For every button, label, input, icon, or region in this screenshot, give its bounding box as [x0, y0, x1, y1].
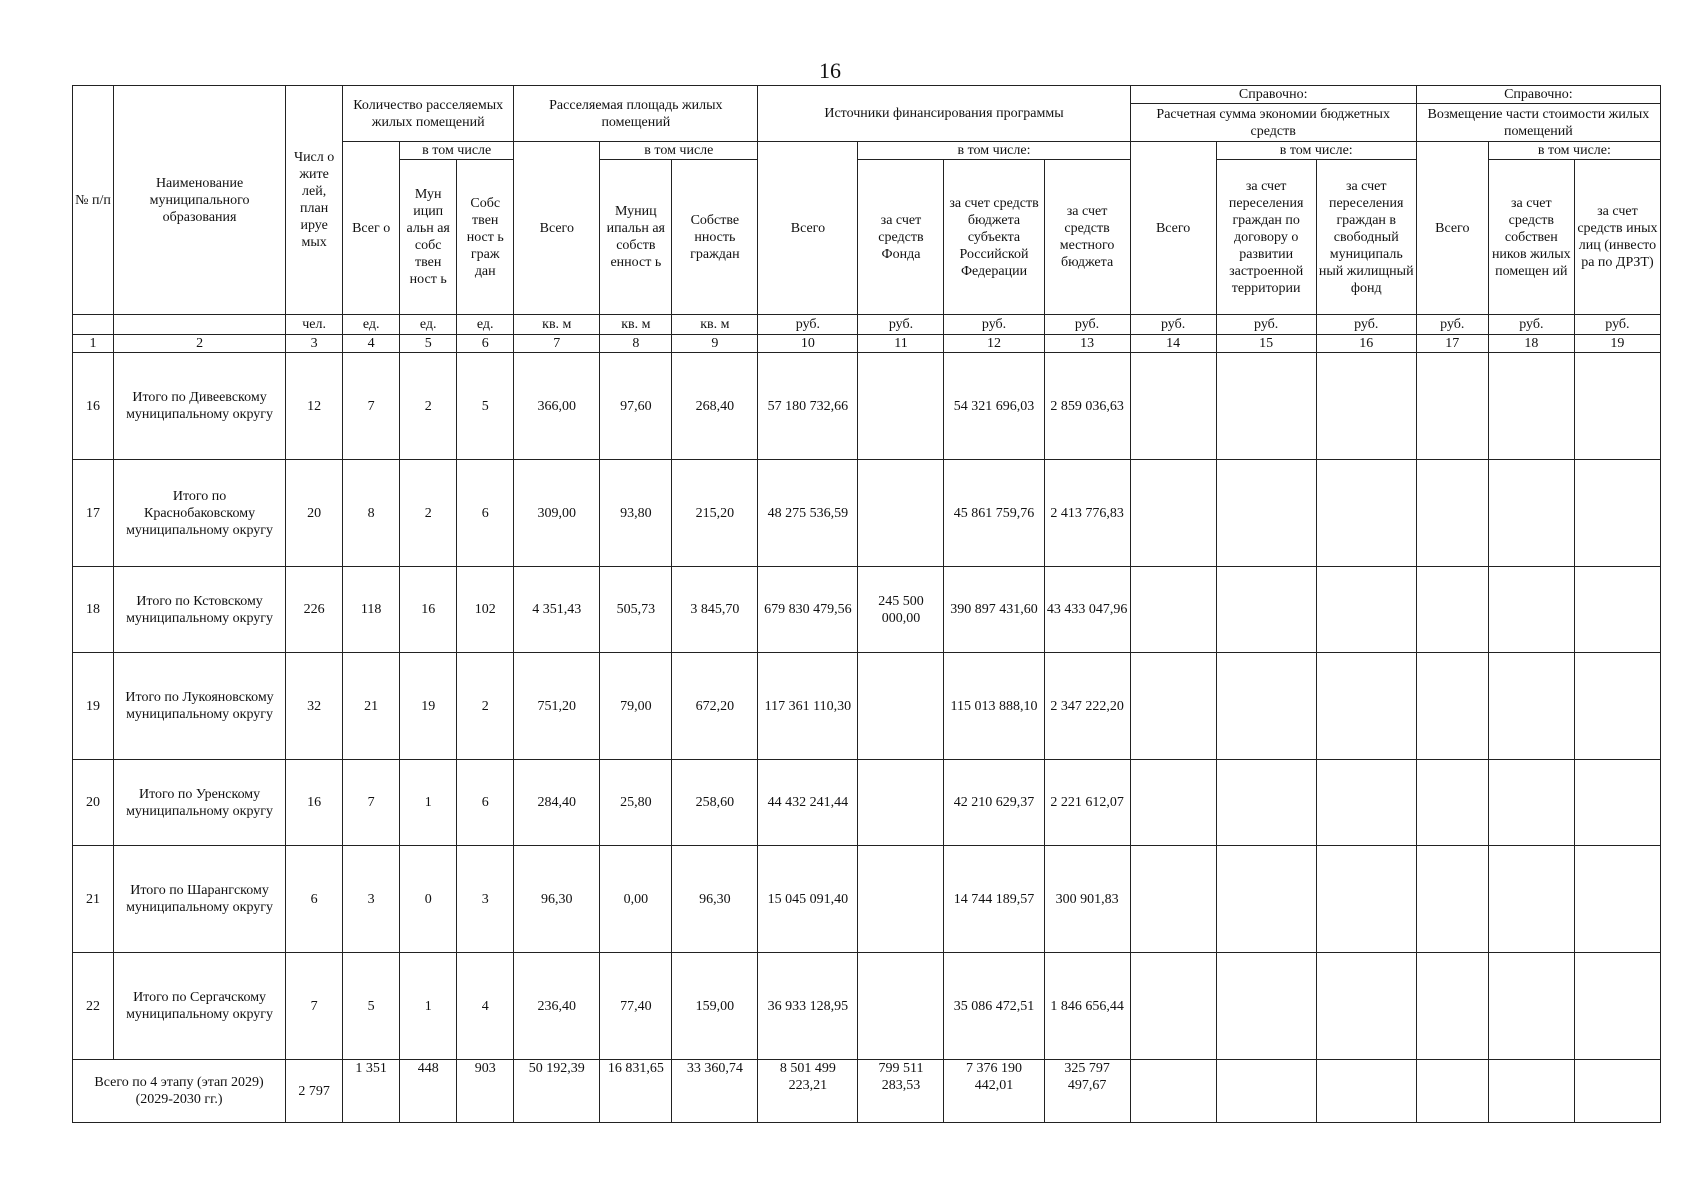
- header-area-group: Расселяемая площадь жилых помещений: [514, 86, 758, 142]
- header-area-own: Собстве нность граждан: [672, 160, 758, 315]
- fin-fund-value: 245 500 000,00: [858, 567, 944, 653]
- total-rooms-total: 1 351: [343, 1060, 400, 1123]
- fin-local-value: 43 433 047,96: [1044, 567, 1130, 653]
- header-fin-incl: в том числе:: [858, 142, 1130, 160]
- empty-cell: [1216, 653, 1316, 760]
- municipality-name: Итого по Лукояновскому муниципальному округу: [114, 653, 286, 760]
- table-row: [73, 653, 1661, 760]
- area-own-value: 3 845,70: [672, 567, 758, 653]
- unit-cell: [73, 315, 114, 335]
- unit-cell: руб.: [758, 315, 858, 335]
- empty-cell: [1574, 846, 1660, 953]
- total-area-total: 50 192,39: [514, 1060, 600, 1123]
- area-total-value: 4 351,43: [514, 567, 600, 653]
- empty-cell: [1416, 846, 1488, 953]
- rooms-own-value: 3: [457, 846, 514, 953]
- municipality-name: Итого по Шарангскому муниципальному округу: [114, 846, 286, 953]
- fin-total-value: 117 361 110,30: [758, 653, 858, 760]
- residents-value: 32: [286, 653, 343, 760]
- rooms-muni-value: 2: [400, 460, 457, 567]
- header-name: Наименование муниципального образования: [114, 86, 286, 315]
- total-area-muni: 16 831,65: [600, 1060, 672, 1123]
- total-residents: 2 797: [286, 1060, 343, 1123]
- table-row: [73, 760, 1661, 846]
- area-muni-value: 97,60: [600, 353, 672, 460]
- empty-cell: [1130, 760, 1216, 846]
- empty-cell: [1488, 353, 1574, 460]
- page-number: 16: [819, 58, 841, 83]
- header-ref2-incl: в том числе:: [1488, 142, 1660, 160]
- header-area-muni: Муниц ипальн ая собств енност ь: [600, 160, 672, 315]
- empty-cell: [1216, 760, 1316, 846]
- empty-cell: [1416, 653, 1488, 760]
- header-ref2-total: Всего: [1416, 142, 1488, 315]
- empty-cell: [1488, 760, 1574, 846]
- column-number: 15: [1216, 335, 1316, 353]
- area-muni-value: 25,80: [600, 760, 672, 846]
- fin-total-value: 679 830 479,56: [758, 567, 858, 653]
- rooms-own-value: 102: [457, 567, 514, 653]
- empty-cell: [1216, 567, 1316, 653]
- rooms-muni-value: 0: [400, 846, 457, 953]
- fin-fund-value: [858, 760, 944, 846]
- rooms-muni-value: 1: [400, 760, 457, 846]
- rooms-muni-value: 2: [400, 353, 457, 460]
- area-own-value: 258,60: [672, 760, 758, 846]
- empty-cell: [1574, 460, 1660, 567]
- empty-cell: [1488, 846, 1574, 953]
- column-number: 13: [1044, 335, 1130, 353]
- fin-subject-value: 54 321 696,03: [944, 353, 1044, 460]
- fin-subject-value: 115 013 888,10: [944, 653, 1044, 760]
- area-own-value: 96,30: [672, 846, 758, 953]
- empty-cell: [1488, 460, 1574, 567]
- header-ref2-label: Справочно:: [1416, 86, 1660, 104]
- rooms-total-value: 21: [343, 653, 400, 760]
- column-number: 2: [114, 335, 286, 353]
- rooms-muni-value: 1: [400, 953, 457, 1060]
- fin-total-value: 44 432 241,44: [758, 760, 858, 846]
- table-row: [73, 567, 1661, 653]
- header-rooms-total: Всег о: [343, 142, 400, 315]
- residents-value: 20: [286, 460, 343, 567]
- table-row: [73, 460, 1661, 567]
- empty-cell: [1216, 953, 1316, 1060]
- rooms-own-value: 6: [457, 760, 514, 846]
- fin-total-value: 36 933 128,95: [758, 953, 858, 1060]
- fin-fund-value: [858, 353, 944, 460]
- header-fin-fund: за счет средств Фонда: [858, 160, 944, 315]
- row-number: 16: [73, 353, 114, 460]
- fin-local-value: 2 859 036,63: [1044, 353, 1130, 460]
- unit-cell: руб.: [1216, 315, 1316, 335]
- fin-local-value: 1 846 656,44: [1044, 953, 1130, 1060]
- total-rooms-own: 903: [457, 1060, 514, 1123]
- rooms-muni-value: 16: [400, 567, 457, 653]
- empty-cell: [1130, 653, 1216, 760]
- empty-cell: [1216, 353, 1316, 460]
- table-row: [73, 846, 1661, 953]
- header-ref2-other: за счет средств иных лиц (инвесто ра по ДРЗТ): [1574, 160, 1660, 315]
- fin-subject-value: 45 861 759,76: [944, 460, 1044, 567]
- empty-cell: [1316, 460, 1416, 567]
- area-own-value: 672,20: [672, 653, 758, 760]
- column-number: 11: [858, 335, 944, 353]
- unit-cell: ед.: [343, 315, 400, 335]
- header-ref1-contract: за счет переселения граждан по договору о развитии застроенной территории: [1216, 160, 1316, 315]
- empty-cell: [1416, 953, 1488, 1060]
- empty-cell: [1130, 953, 1216, 1060]
- unit-cell: чел.: [286, 315, 343, 335]
- empty-cell: [1574, 1060, 1660, 1123]
- area-total-value: 236,40: [514, 953, 600, 1060]
- table-row: [73, 953, 1661, 1060]
- fin-total-value: 15 045 091,40: [758, 846, 858, 953]
- empty-cell: [1316, 760, 1416, 846]
- rooms-total-value: 8: [343, 460, 400, 567]
- header-rooms-group: Количество расселяемых жилых помещений: [343, 86, 514, 142]
- rooms-total-value: 7: [343, 353, 400, 460]
- table-body: [73, 353, 1661, 1123]
- empty-cell: [1416, 567, 1488, 653]
- municipality-name: Итого по Кстовскому муниципальному округу: [114, 567, 286, 653]
- header-ref2-group: Возмещение части стоимости жилых помещений: [1416, 104, 1660, 142]
- total-fin-subject: 7 376 190 442,01: [944, 1060, 1044, 1123]
- residents-value: 226: [286, 567, 343, 653]
- header-fin-local: за счет средств местного бюджета: [1044, 160, 1130, 315]
- unit-cell: руб.: [858, 315, 944, 335]
- fin-subject-value: 35 086 472,51: [944, 953, 1044, 1060]
- area-muni-value: 79,00: [600, 653, 672, 760]
- row-number: 21: [73, 846, 114, 953]
- rooms-muni-value: 19: [400, 653, 457, 760]
- empty-cell: [1130, 846, 1216, 953]
- empty-cell: [1574, 567, 1660, 653]
- unit-cell: руб.: [1044, 315, 1130, 335]
- empty-cell: [1316, 567, 1416, 653]
- fin-fund-value: [858, 460, 944, 567]
- total-fin-local: 325 797 497,67: [1044, 1060, 1130, 1123]
- empty-cell: [1316, 353, 1416, 460]
- total-row: [73, 1060, 1661, 1123]
- empty-cell: [1488, 567, 1574, 653]
- empty-cell: [1316, 653, 1416, 760]
- row-number: 22: [73, 953, 114, 1060]
- area-own-value: 215,20: [672, 460, 758, 567]
- column-number: 9: [672, 335, 758, 353]
- empty-cell: [1488, 653, 1574, 760]
- column-number: 19: [1574, 335, 1660, 353]
- row-number: 19: [73, 653, 114, 760]
- area-muni-value: 505,73: [600, 567, 672, 653]
- rooms-own-value: 4: [457, 953, 514, 1060]
- empty-cell: [1416, 353, 1488, 460]
- column-number: 7: [514, 335, 600, 353]
- unit-cell: руб.: [1574, 315, 1660, 335]
- total-label: Всего по 4 этапу (этап 2029) (2029-2030 гг.): [73, 1060, 286, 1123]
- header-rooms-own: Собс твен ност ь граж дан: [457, 160, 514, 315]
- header-area-total: Всего: [514, 142, 600, 315]
- total-fin-total: 8 501 499 223,21: [758, 1060, 858, 1123]
- header-residents: Числ о жите лей, план ируе мых: [286, 86, 343, 315]
- municipality-name: Итого по Дивеевскому муниципальному округу: [114, 353, 286, 460]
- total-fin-fund: 799 511 283,53: [858, 1060, 944, 1123]
- empty-cell: [1574, 353, 1660, 460]
- fin-fund-value: [858, 846, 944, 953]
- area-total-value: 309,00: [514, 460, 600, 567]
- empty-cell: [1416, 1060, 1488, 1123]
- total-area-own: 33 360,74: [672, 1060, 758, 1123]
- fin-fund-value: [858, 953, 944, 1060]
- empty-cell: [1488, 1060, 1574, 1123]
- empty-cell: [1130, 567, 1216, 653]
- area-total-value: 96,30: [514, 846, 600, 953]
- empty-cell: [1574, 760, 1660, 846]
- fin-local-value: 2 221 612,07: [1044, 760, 1130, 846]
- header-ref1-incl: в том числе:: [1216, 142, 1416, 160]
- fin-local-value: 2 347 222,20: [1044, 653, 1130, 760]
- column-number: 6: [457, 335, 514, 353]
- empty-cell: [1216, 1060, 1316, 1123]
- empty-cell: [1416, 460, 1488, 567]
- unit-cell: руб.: [1130, 315, 1216, 335]
- header-num: № п/п: [73, 86, 114, 315]
- empty-cell: [1488, 953, 1574, 1060]
- empty-cell: [1316, 846, 1416, 953]
- residents-value: 12: [286, 353, 343, 460]
- rooms-own-value: 6: [457, 460, 514, 567]
- rooms-total-value: 118: [343, 567, 400, 653]
- header-ref1-label: Справочно:: [1130, 86, 1416, 104]
- header-area-incl: в том числе: [600, 142, 758, 160]
- column-number: 5: [400, 335, 457, 353]
- column-numbers-row: [73, 335, 1661, 353]
- empty-cell: [1216, 460, 1316, 567]
- column-number: 10: [758, 335, 858, 353]
- table-row: [73, 353, 1661, 460]
- empty-cell: [1130, 460, 1216, 567]
- empty-cell: [1316, 953, 1416, 1060]
- column-number: 17: [1416, 335, 1488, 353]
- unit-cell: руб.: [1416, 315, 1488, 335]
- empty-cell: [1574, 653, 1660, 760]
- unit-cell: кв. м: [672, 315, 758, 335]
- fin-subject-value: 390 897 431,60: [944, 567, 1044, 653]
- rooms-own-value: 5: [457, 353, 514, 460]
- unit-cell: руб.: [944, 315, 1044, 335]
- header-ref2-owners: за счет средств собствен ников жилых помещен ий: [1488, 160, 1574, 315]
- total-rooms-muni: 448: [400, 1060, 457, 1123]
- area-total-value: 366,00: [514, 353, 600, 460]
- area-own-value: 268,40: [672, 353, 758, 460]
- resettlement-table: [72, 85, 1661, 1123]
- area-total-value: 284,40: [514, 760, 600, 846]
- table-header: [73, 86, 1661, 353]
- header-rooms-incl: в том числе: [400, 142, 514, 160]
- column-number: 14: [1130, 335, 1216, 353]
- rooms-own-value: 2: [457, 653, 514, 760]
- header-ref1-free: за счет переселения граждан в свободный муниципаль ный жилищный фонд: [1316, 160, 1416, 315]
- unit-cell: руб.: [1488, 315, 1574, 335]
- header-fin-total: Всего: [758, 142, 858, 315]
- residents-value: 16: [286, 760, 343, 846]
- area-muni-value: 93,80: [600, 460, 672, 567]
- fin-subject-value: 42 210 629,37: [944, 760, 1044, 846]
- header-ref1-group: Расчетная сумма экономии бюджетных средств: [1130, 104, 1416, 142]
- header-ref1-total: Всего: [1130, 142, 1216, 315]
- empty-cell: [1316, 1060, 1416, 1123]
- header-rooms-muni: Мун ицип альн ая собс твен ност ь: [400, 160, 457, 315]
- unit-cell: ед.: [457, 315, 514, 335]
- column-number: 4: [343, 335, 400, 353]
- municipality-name: Итого по Краснобаковскому муниципальному округу: [114, 460, 286, 567]
- rooms-total-value: 5: [343, 953, 400, 1060]
- unit-cell: ед.: [400, 315, 457, 335]
- rooms-total-value: 3: [343, 846, 400, 953]
- fin-fund-value: [858, 653, 944, 760]
- fin-local-value: 2 413 776,83: [1044, 460, 1130, 567]
- empty-cell: [1216, 846, 1316, 953]
- residents-value: 7: [286, 953, 343, 1060]
- header-fin-subject: за счет средств бюджета субъекта Российской Федерации: [944, 160, 1044, 315]
- column-number: 16: [1316, 335, 1416, 353]
- unit-cell: руб.: [1316, 315, 1416, 335]
- row-number: 18: [73, 567, 114, 653]
- empty-cell: [1574, 953, 1660, 1060]
- area-total-value: 751,20: [514, 653, 600, 760]
- municipality-name: Итого по Сергачскому муниципальному округу: [114, 953, 286, 1060]
- column-number: 3: [286, 335, 343, 353]
- area-own-value: 159,00: [672, 953, 758, 1060]
- column-number: 12: [944, 335, 1044, 353]
- area-muni-value: 77,40: [600, 953, 672, 1060]
- empty-cell: [1130, 1060, 1216, 1123]
- row-number: 17: [73, 460, 114, 567]
- municipality-name: Итого по Уренскому муниципальному округу: [114, 760, 286, 846]
- empty-cell: [1130, 353, 1216, 460]
- fin-total-value: 57 180 732,66: [758, 353, 858, 460]
- unit-cell: кв. м: [514, 315, 600, 335]
- column-number: 18: [1488, 335, 1574, 353]
- column-number: 1: [73, 335, 114, 353]
- empty-cell: [1416, 760, 1488, 846]
- row-number: 20: [73, 760, 114, 846]
- rooms-total-value: 7: [343, 760, 400, 846]
- residents-value: 6: [286, 846, 343, 953]
- unit-cell: [114, 315, 286, 335]
- fin-local-value: 300 901,83: [1044, 846, 1130, 953]
- header-finance-group: Источники финансирования программы: [758, 86, 1130, 142]
- area-muni-value: 0,00: [600, 846, 672, 953]
- column-number: 8: [600, 335, 672, 353]
- units-row: [73, 315, 1661, 335]
- unit-cell: кв. м: [600, 315, 672, 335]
- fin-total-value: 48 275 536,59: [758, 460, 858, 567]
- fin-subject-value: 14 744 189,57: [944, 846, 1044, 953]
